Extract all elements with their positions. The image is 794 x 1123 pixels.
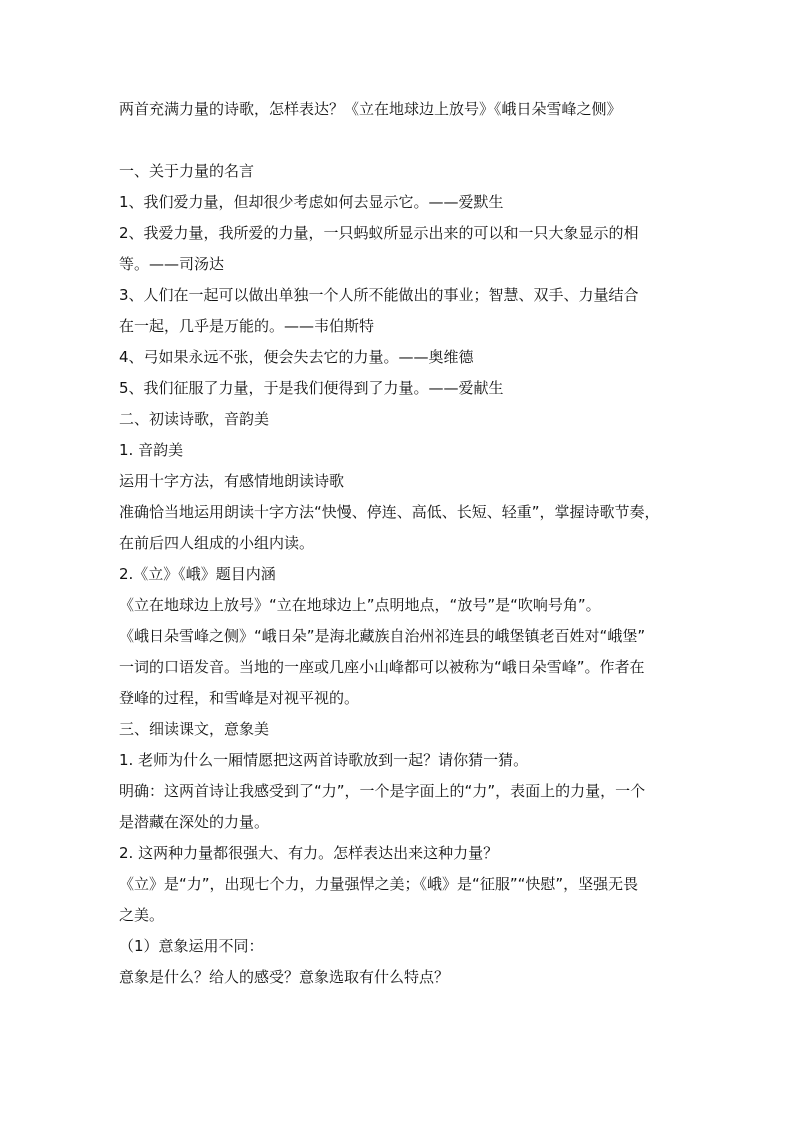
subheading-title-meaning: 2.《立》《峨》题目内涵 (119, 565, 276, 583)
section-heading-close-read: 三、细读课文，意象美 (119, 720, 270, 738)
question-line: 意象是什么？给人的感受？意象选取有什么特点？ (119, 968, 450, 986)
question-1: 1. 老师为什么一厢情愿把这两首诗歌放到一起？请你猜一猜。 (119, 751, 529, 769)
paragraph-line: 一词的口语发音。当地的一座或几座小山峰都可以被称为“峨日朵雪峰”。作者在 (119, 658, 645, 676)
section-heading-first-read: 二、初读诗歌，音韵美 (119, 410, 270, 428)
quote-5: 5、我们征服了力量，于是我们便得到了力量。——爱献生 (119, 379, 504, 397)
quote-3-line-2: 在一起，几乎是万能的。——韦伯斯特 (119, 317, 375, 335)
answer-line: 明确：这两首诗让我感受到了“力”，一个是字面上的“力”，表面上的力量，一个 (119, 782, 646, 800)
quote-2-line-1: 2、我爱力量，我所爱的力量，一只蚂蚁所显示出来的可以和一只大象显示的相 (119, 224, 639, 242)
answer-line: 是潜藏在深处的力量。 (119, 813, 270, 831)
blank-line (119, 125, 679, 156)
paragraph-line: 运用十字方法，有感情地朗读诗歌 (119, 472, 345, 490)
document-body (119, 94, 679, 993)
paragraph-line: 《立在地球边上放号》“立在地球边上”点明地点，“放号”是“吹响号角”。 (119, 596, 601, 614)
paragraph-line: 登峰的过程，和雪峰是对视平视的。 (119, 689, 360, 707)
quote-4: 4、弓如果永远不张，便会失去它的力量。——奥维德 (119, 348, 474, 366)
paragraph-line: 在前后四人组成的小组内读。 (119, 534, 315, 552)
subheading-imagery: （1）意象运用不同： (119, 937, 264, 955)
answer-line: 《立》是“力”，出现七个力，力量强悍之美；《峨》是“征服”“快慰”，坚强无畏 (119, 875, 639, 893)
subheading-rhyme: 1. 音韵美 (119, 441, 184, 459)
section-heading-quotes: 一、关于力量的名言 (119, 162, 255, 180)
document-title: 两首充满力量的诗歌，怎样表达？《立在地球边上放号》《峨日朵雪峰之侧》 (119, 100, 622, 118)
quote-1: 1、我们爱力量，但却很少考虑如何去显示它。——爱默生 (119, 193, 504, 211)
answer-line: 之美。 (119, 906, 165, 924)
question-2: 2. 这两种力量都很强大、有力。怎样表达出来这种力量？ (119, 844, 499, 862)
paragraph-line: 《峨日朵雪峰之侧》“峨日朵”是海北藏族自治州祁连县的峨堡镇老百姓对“峨堡” (119, 627, 646, 645)
quote-2-line-2: 等。——司汤达 (119, 255, 225, 273)
paragraph-line: 准确恰当地运用朗读十字方法“快慢、停连、高低、长短、轻重”，掌握诗歌节奏， (119, 503, 660, 521)
quote-3-line-1: 3、人们在一起可以做出单独一个人所不能做出的事业；智慧、双手、力量结合 (119, 286, 639, 304)
